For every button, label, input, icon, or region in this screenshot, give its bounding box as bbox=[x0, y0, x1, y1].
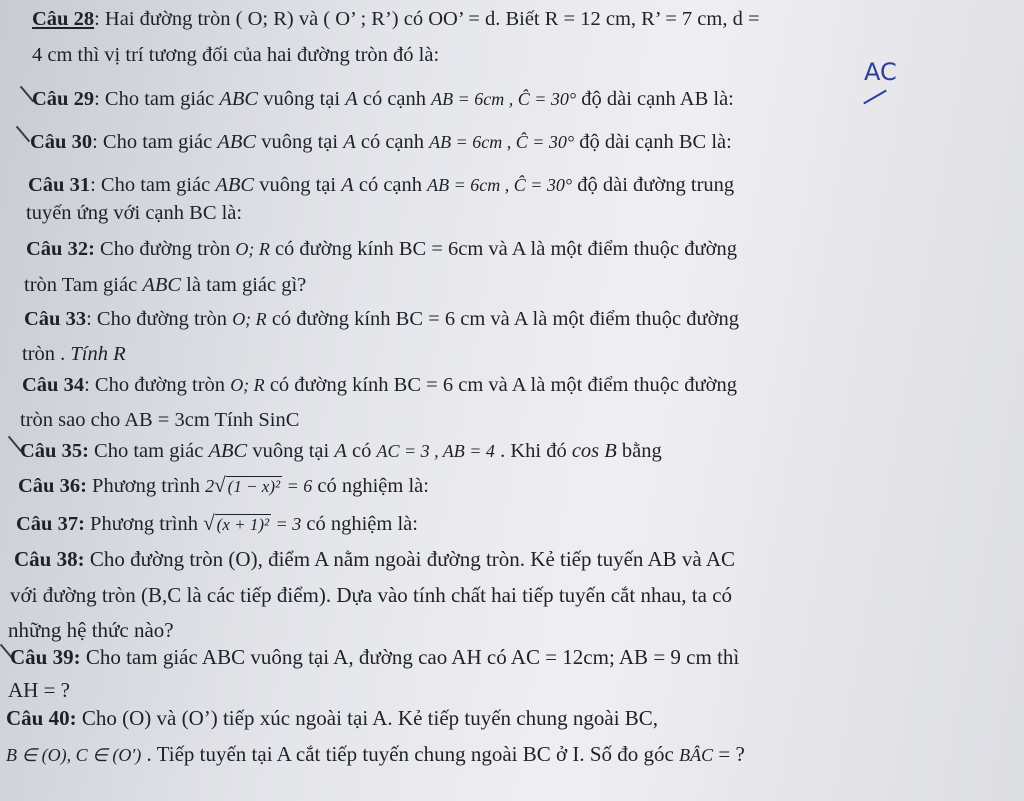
question-label: Câu 36: bbox=[18, 475, 87, 497]
question-38-line-3: những hệ thức nào? bbox=[8, 618, 174, 642]
question-40: Câu 40: Cho (O) và (O’) tiếp xúc ngoài tại A. Kẻ tiếp tuyến chung ngoài BC, bbox=[6, 706, 659, 730]
question-32: Câu 32: Cho đường tròn O; R có đường kính BC = 6cm và A là một điểm thuộc đường bbox=[26, 238, 737, 260]
question-33: Câu 33: Cho đường tròn O; R có đường kính BC = 6 cm và A là một điểm thuộc đường bbox=[24, 308, 739, 330]
math-expression: O; R bbox=[235, 239, 270, 259]
sqrt-symbol: √ bbox=[203, 511, 215, 535]
question-37: Câu 37: Phương trình √ (x + 1)² = 3 có nghiệm là: bbox=[16, 511, 418, 535]
question-36: Câu 36: Phương trình 2√ (1 − x)² = 6 có nghiệm là: bbox=[18, 473, 429, 497]
question-text: : Hai đường tròn ( O; R) và ( O’ ; R’) có OO’ = d. Biết R = 12 cm, R’ = 7 cm, d = bbox=[94, 8, 760, 30]
handwritten-note: AC bbox=[864, 58, 897, 86]
math-expression: AC = 3 , AB = 4 bbox=[376, 441, 495, 461]
question-38: Câu 38: Cho đường tròn (O), điểm A nằm ngoài đường tròn. Kẻ tiếp tuyến AB và AC bbox=[14, 547, 736, 571]
sqrt-symbol: √ bbox=[214, 473, 226, 497]
question-label: Câu 34 bbox=[22, 374, 85, 396]
question-28 bbox=[32, 6, 760, 32]
question-label: Câu 40: bbox=[6, 706, 77, 730]
question-31: Câu 31: Cho tam giác ABC vuông tại A có cạnh AB = 6cm , Ĉ = 30° độ dài đường trung bbox=[28, 174, 735, 196]
question-label: Câu 35: bbox=[20, 440, 89, 462]
math-expression: B ∈ (O), C ∈ (O′) bbox=[6, 745, 142, 765]
question-35: Câu 35: Cho tam giác ABC vuông tại A có AC = 3 , AB = 4 . Khi đó cos B bằng bbox=[20, 440, 662, 462]
question-38-line-2: với đường tròn (B,C là các tiếp điểm). Dựa vào tính chất hai tiếp tuyến cắt nhau, ta có bbox=[10, 583, 733, 607]
question-label: Câu 29 bbox=[32, 88, 95, 110]
question-30: Câu 30: Cho tam giác ABC vuông tại A có cạnh AB = 6cm , Ĉ = 30° độ dài cạnh BC là: bbox=[30, 131, 732, 153]
question-label: Câu 30 bbox=[30, 131, 93, 153]
question-label: Câu 33 bbox=[24, 308, 87, 330]
question-label: Câu 39: bbox=[10, 645, 81, 669]
question-40-line-2: B ∈ (O), C ∈ (O′) . Tiếp tuyến tại A cắt tiếp tuyến chung ngoài BC ở I. Số đo góc BÂC = ? bbox=[6, 742, 745, 766]
math-expression: O; R bbox=[232, 309, 267, 329]
question-label: Câu 37: bbox=[16, 513, 85, 535]
question-29: Câu 29: Cho tam giác ABC vuông tại A có cạnh AB = 6cm , Ĉ = 30° độ dài cạnh AB là: bbox=[32, 88, 734, 110]
radicand: (x + 1)² bbox=[216, 515, 270, 534]
struck-text: AB bbox=[679, 88, 709, 110]
question-33-line-2: tròn . Tính R bbox=[22, 343, 126, 365]
math-expression: O; R bbox=[230, 375, 265, 395]
question-34-line-2: tròn sao cho AB = 3cm Tính SinC bbox=[20, 409, 300, 431]
question-31-line-2: tuyến ứng với cạnh BC là: bbox=[26, 202, 243, 224]
angle-expression: BÂC bbox=[679, 745, 714, 765]
question-label: Câu 38: bbox=[14, 547, 85, 571]
math-expression: AB = 6cm , Ĉ = 30° bbox=[431, 89, 577, 109]
math-expression: AB = 6cm , Ĉ = 30° bbox=[427, 175, 573, 195]
question-32-line-2: tròn Tam giác ABC là tam giác gì? bbox=[24, 274, 307, 296]
question-39-line-2: AH = ? bbox=[8, 678, 70, 702]
math-expression: AB = 6cm , Ĉ = 30° bbox=[429, 132, 575, 152]
pen-mark bbox=[16, 126, 30, 143]
question-label: Câu 28 bbox=[32, 8, 95, 30]
strikethrough-mark bbox=[863, 90, 887, 105]
question-39: Câu 39: Cho tam giác ABC vuông tại A, đường cao AH có AC = 12cm; AB = 9 cm thì bbox=[10, 645, 740, 669]
radicand: (1 − x)² bbox=[227, 477, 281, 496]
question-28-line-2: 4 cm thì vị trí tương đối của hai đường tròn đó là: bbox=[32, 44, 440, 66]
question-label: Câu 32: bbox=[26, 238, 95, 260]
question-34: Câu 34: Cho đường tròn O; R có đường kính BC = 6 cm và A là một điểm thuộc đường bbox=[22, 374, 737, 396]
question-label: Câu 31 bbox=[28, 174, 91, 196]
